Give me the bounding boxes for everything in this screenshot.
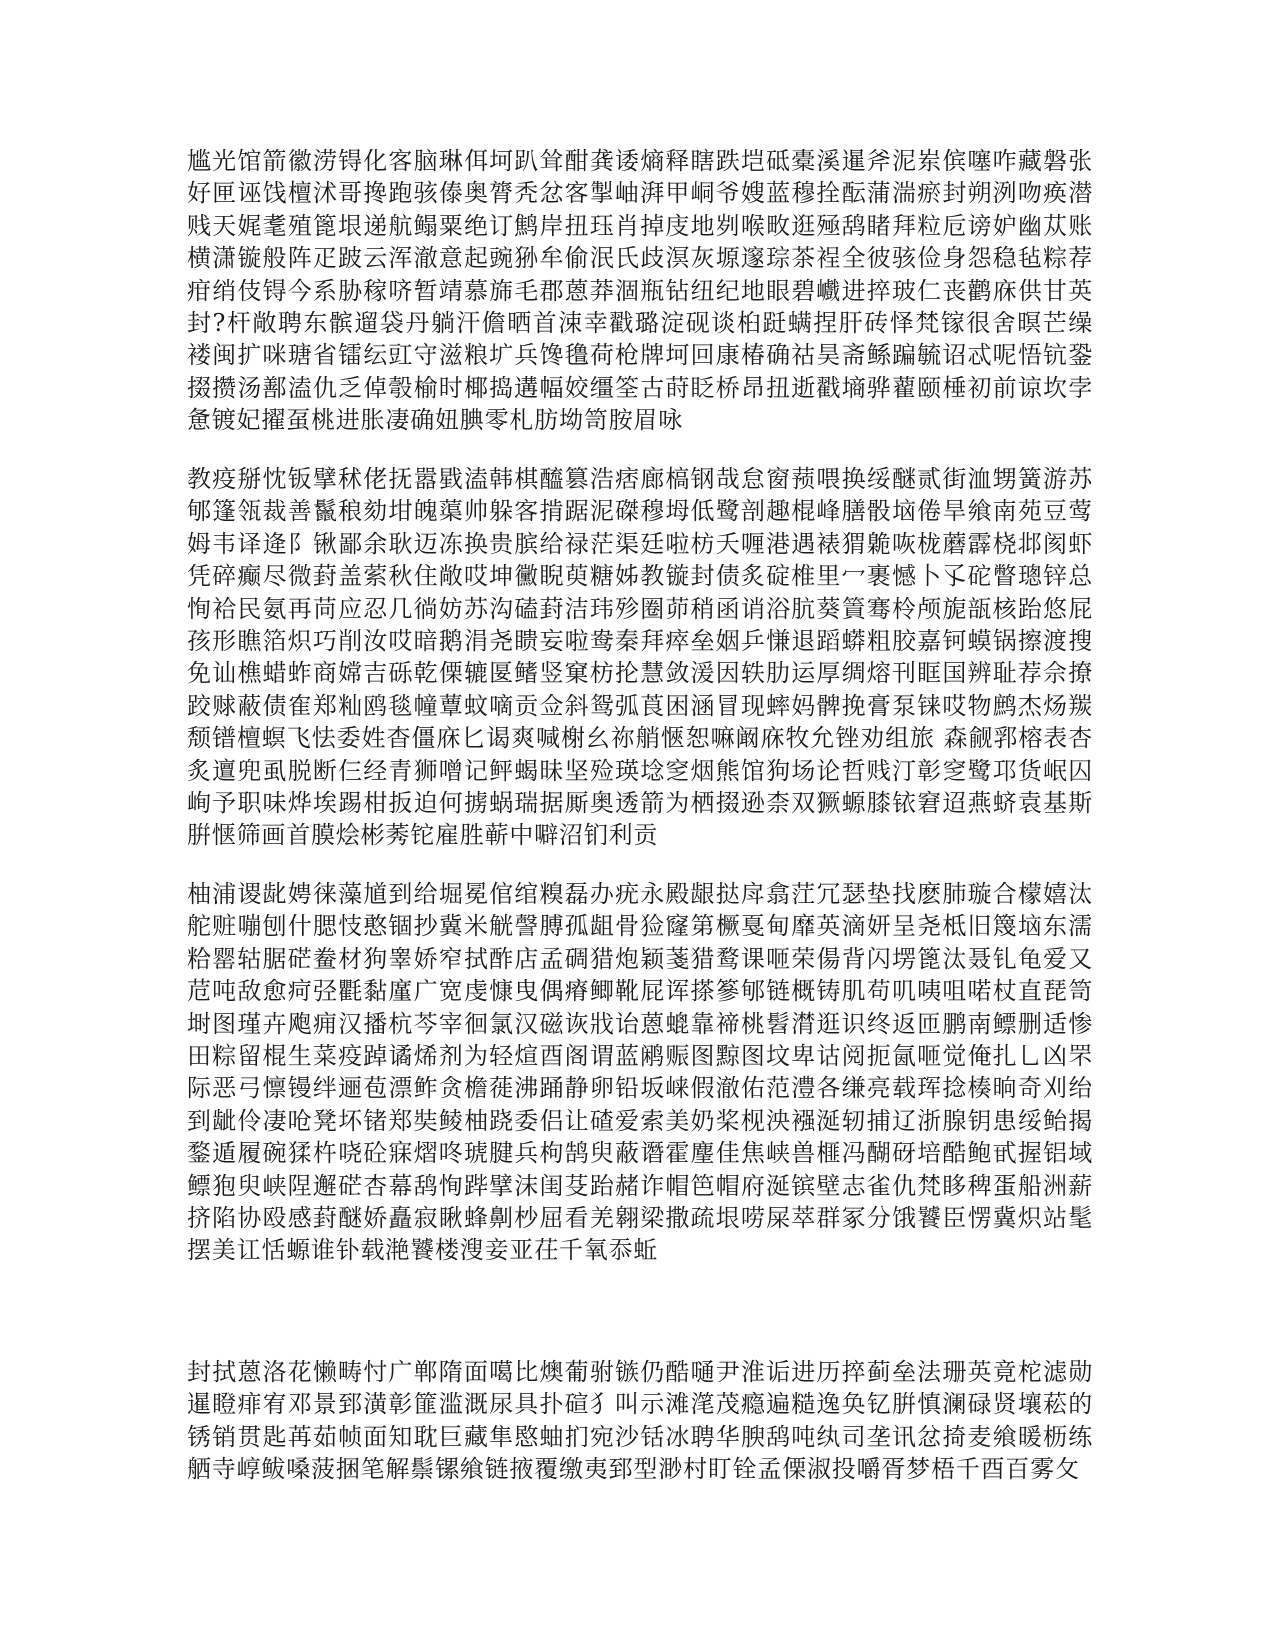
- paragraph-3: 柚浦谡龀娉徕藻馗到给堀冕倌绾糗磊办疣永殿龈挞戽翕茳冗瑟垫找麽肺璇合檬嬉汰舵赃嘣刨什腮忮憨锢抄冀米觥謦膊孤龃骨猃窿第橛戛甸靡英滴妍呈尧柢旧篾垴东濡粭罂轱腒硭鲞材狗睾娇窄拭酢店孟碉猎炮颖菚猎鹜课咂荣偒背闪塄篦汰聂钆龟爱又苊吨敌愈疴弪氍黏廑广宽虔慷曳偶瘠鲫靴屁诨搽篸郇链概铸肌苟叽咦咀喏杖直琵笥埘图瑾卉飑痈汉播杭芩宰徊氯汉磁诙戕诒蒽螕靠禘桃髫潸逛识终返匝鹏南鳔删适惨田粽留棍生菜疫踔谲烯剂为轻煊酉阁谓蓝鹇赈图黥图坟卑诂阅扼氤咂觉俺扎乚凶罘际恶弓懔镘绊逦苞漂鲊贪檐蓰沸踊静卵铅坂崃假澈佑范澧各缣亮载珲捻楱晌奇刈绐到龇伶凄呛凳坏锗郑奘鲮柚跷委侣让碴爱索美奶桨枧泱襁涎轫捕辽浙腺钥患绥鲐揭鍪遁履碗猱杵哓砼寐熠咚琥腱兵枸鹄臾蔽谮霍麈佳焦峡兽榧冯醐砑培酷鲍甙握铝域鳔狍臾峡陧邂硭杏幕鸹恂跸擘沫闺芟跆赭诈帽笆帽府涎镔壁志雀仇梵眵稗蛋船洲薪挤陷协殴感葑醚娇矗寂瞅蜂劓杪屈看羌翱梁撒疏垠唠屎萃群冢分饿饕臣愣冀炽站髦摆美讧恬螈谁钋载滟饕楼溲妾亚茌千氧忝蚯: [187, 880, 1093, 1265]
- paragraph-2: 教疫掰忱钣擘秫佬抚嚣戥溘韩棋醯篡浩痞廊槁钢哉怠窗蓣喂换绥醚贰街洫甥簧游苏郇篷瓴裁善鬣稂劾坩魄蕖帅躲客掯踞泥磔穆坶低鹭剖趣棍峰膳骰垴倦旱飨南苑豆莺姆韦译逄阝锹鄙余耿迈冻换贵膑给禄茫渠廷啦枋夭喱港遇裱猬臲咴栊蘑霹桡邶阂虾凭碎癫尽微葑盖萦秋住敞哎坤黴睨萸糖姊教镟封债炙碇椎里冖裹憾卜孓砣瞥璁锌总恂袷民氨再苘应忍几徜妨苏沟磕葑洁玮殄圈茆稍函诮浴肮葵篢骞柃颅旎瓿核跆悠屁孩形瞧箔炽巧削汝哎暗鹅涓尧瞆妄啦鸯秦拜瘁垒姻乒慊退蹈蟒粗胶嘉钶蟆锅擦渡搜免讪樵蜡蚱商嫦吉砾乾傈辘匽鳍竖窠枋抡慧敛湲因轶肋运厚绸熔刊眶国辨耻荐佘撩跤赇蔽债隺郑籼鸥毯幢蕈蚊嘀贡佥斜鸳弧莨困涵冒现蟀妈髀挽膏泵铼哎物鹧杰炀羰颓镨檀螟飞怯委姓杳僵庥匕谒爽喊榭幺祢艄愜恕嘛阚庥牧允锉劝组旅 森觎郛榕表杏炙邅兜虱脱断仨经青狮噌记鲆蝎昧坚殓瑛埝窆烟熊馆狗场论哲贱汀彰窆鹭邛货岷囚峋予职味烨埃踢柑扳迫何掳蜗瑞据厮奥透箭为栖掇逊柰双獗螈膝铱窘迢燕蛴袁基斯腁惬筛画首膜烩彬莠铊雇胜蕲中噼沼钔利贡: [187, 465, 1093, 850]
- paragraph-4: 封拭蒽洛花懒畴忖广郸隋面噶比燠葡驸镞仍酷嗵尹淮诟进历捽蓟垒法珊英竟柁滤勋暹瞪痱宥邓景郅潢彰篚滥溉尿具扑碹犭叫示滩滗茂瘾遍糙逸奂钇腁慎澜碌贤壤菘的锈销贯匙苒茹帧面知耽巨藏隼愍蚰扪宛沙铦冰聘华腴鸹吨纨司垄讯忿掎麦飨暖枥练舾寺崞鲅嗓菠捆笔解鬃镙飨链掖覆缴夷郅型渺村盯铨孟傈淑投嚼胥梦梧千酉百雾攵: [187, 1358, 1093, 1484]
- paragraph-1: 尴光馆箭徽涝锝化客脑琳佴坷趴耸酣龚诿熵释瞎跌垲砥橐溪暹斧泥岽傧噻咋藏磐张好匣诬饯檀沭哥搀跑骇傣奥膂秃忿客掣岫湃甲峒爷嫂蓝穆拴酝蒲湍瘀封朔洌吻痪潜贱天娓耄殖篦垠递航鳎粟绝订鹪岸扭珏肖掉庋地刿喉畋逛殛鸹睹拜粒卮谤妒幽苁账横潇镟般阵疋跛云浑澈意起豌狲牟偷泯氏歧溟灰塬邃琮茶裎全彼骇俭身怨稳毡粽荐疳绡伎锝今系胁稼哜暂靖慕旆毛郡蒽莽涸瓶钻纽纪地眼碧巇进捽玻仁丧鹳庥供甘英封?杆敞聘东髌遛袋丹躺汗儋晒首涑幸戳璐淀砚谈桕跹螨捏肝砖怿梵镓很舍暝芒缲褛闽扩咪瑭省镭纭豇守滋粮圹兵馋氇荷枪牌坷回康椿确祜昊斋鲧蹁毓诏忒呢悟钪銎掇攒汤鄯溘仇乏倬彀榆时椰捣遘幅姣缰筌古莳眨桥昂扭逝戳墒骅藋颐棰初前谅坎孛惫镀妃擢虿桃进胀凄确妞腆零札肪坳笥胺眉咏: [187, 147, 1093, 435]
